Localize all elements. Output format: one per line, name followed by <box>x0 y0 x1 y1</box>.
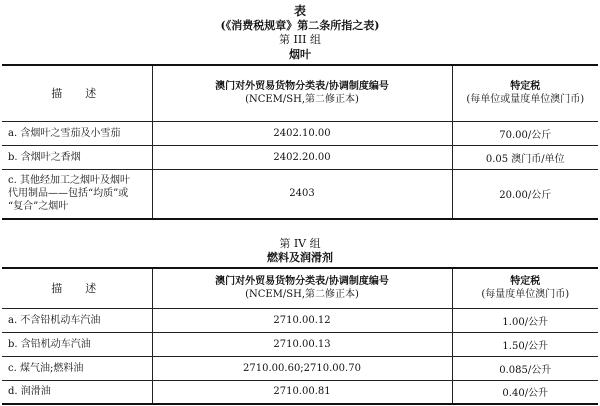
row-description: c. 煤气油;燃料油 <box>2 356 152 380</box>
row-description-line: 代用制品——包括“均质”或 <box>8 188 129 200</box>
table-row <box>2 308 598 332</box>
row-tax: 0.05 澳门币/单位 <box>452 145 598 169</box>
table-row <box>2 332 598 356</box>
group4-col-tax-line1: 特定税 <box>510 276 541 288</box>
row-code: 2402.20.00 <box>152 145 452 169</box>
row-tax: 0.40/公升 <box>452 380 598 404</box>
row-code: 2710.00.12 <box>152 308 452 332</box>
group3-col-tax-line1: 特定税 <box>510 81 541 93</box>
row-code: 2402.10.00 <box>152 121 452 145</box>
row-tax: 1.50/公升 <box>452 332 598 356</box>
group3-col-code <box>152 65 452 121</box>
row-description <box>2 169 152 219</box>
group3-col-code-line2: (NCEM/SH,第二修正本) <box>245 94 359 106</box>
group3-col-tax-line2: (每单位或量度单位澳门币) <box>466 94 585 106</box>
document-title: 表 <box>293 4 306 18</box>
row-description: a. 不含铅机动车汽油 <box>2 308 152 332</box>
row-tax: 20.00/公斤 <box>452 169 598 219</box>
group3-header-row <box>2 65 598 121</box>
table-row <box>2 121 598 145</box>
row-description: b. 含烟叶之香烟 <box>2 145 152 169</box>
group4-header-row <box>2 268 598 308</box>
row-code: 2403 <box>152 169 452 219</box>
table-row <box>2 169 598 219</box>
row-code: 2710.00.81 <box>152 380 452 404</box>
group4-col-code-line2: (NCEM/SH,第二修正本) <box>245 289 359 301</box>
row-code: 2710.00.13 <box>152 332 452 356</box>
group4-table <box>2 267 598 405</box>
group3-title: 第 III 组 <box>278 33 322 46</box>
row-tax: 0.085/公升 <box>452 356 598 380</box>
row-description: a. 含烟叶之雪茄及小雪茄 <box>2 121 152 145</box>
row-description: d. 润滑油 <box>2 380 152 404</box>
group3-table <box>2 64 598 220</box>
row-description-line: “复合”之烟叶 <box>8 201 69 213</box>
group3-name: 烟叶 <box>289 48 311 61</box>
group3-col-code-line1: 澳门对外贸易货物分类表/协调制度编号 <box>215 81 389 93</box>
row-description-line: c. 其他经加工之烟叶及烟叶 <box>8 175 130 187</box>
group4-col-code-line1: 澳门对外贸易货物分类表/协调制度编号 <box>215 276 389 288</box>
group4-name: 燃料及润滑剂 <box>267 251 333 264</box>
group4-col-tax <box>452 268 598 308</box>
row-description: b. 含铅机动车汽油 <box>2 332 152 356</box>
group4-title: 第 IV 组 <box>279 237 321 250</box>
row-tax: 1.00/公升 <box>452 308 598 332</box>
document-subtitle: (《消费税规章》第二条所指之表) <box>220 19 380 32</box>
table-row <box>2 380 598 404</box>
group3-col-description: 描 述 <box>2 65 152 121</box>
group3-col-tax <box>452 65 598 121</box>
group4-col-description: 描 述 <box>2 268 152 308</box>
table-row <box>2 356 598 380</box>
row-code: 2710.00.60;2710.00.70 <box>152 356 452 380</box>
table-row <box>2 145 598 169</box>
row-tax: 70.00/公斤 <box>452 121 598 145</box>
group4-col-tax-line2: (每量度单位澳门币) <box>481 289 570 301</box>
group4-col-code <box>152 268 452 308</box>
